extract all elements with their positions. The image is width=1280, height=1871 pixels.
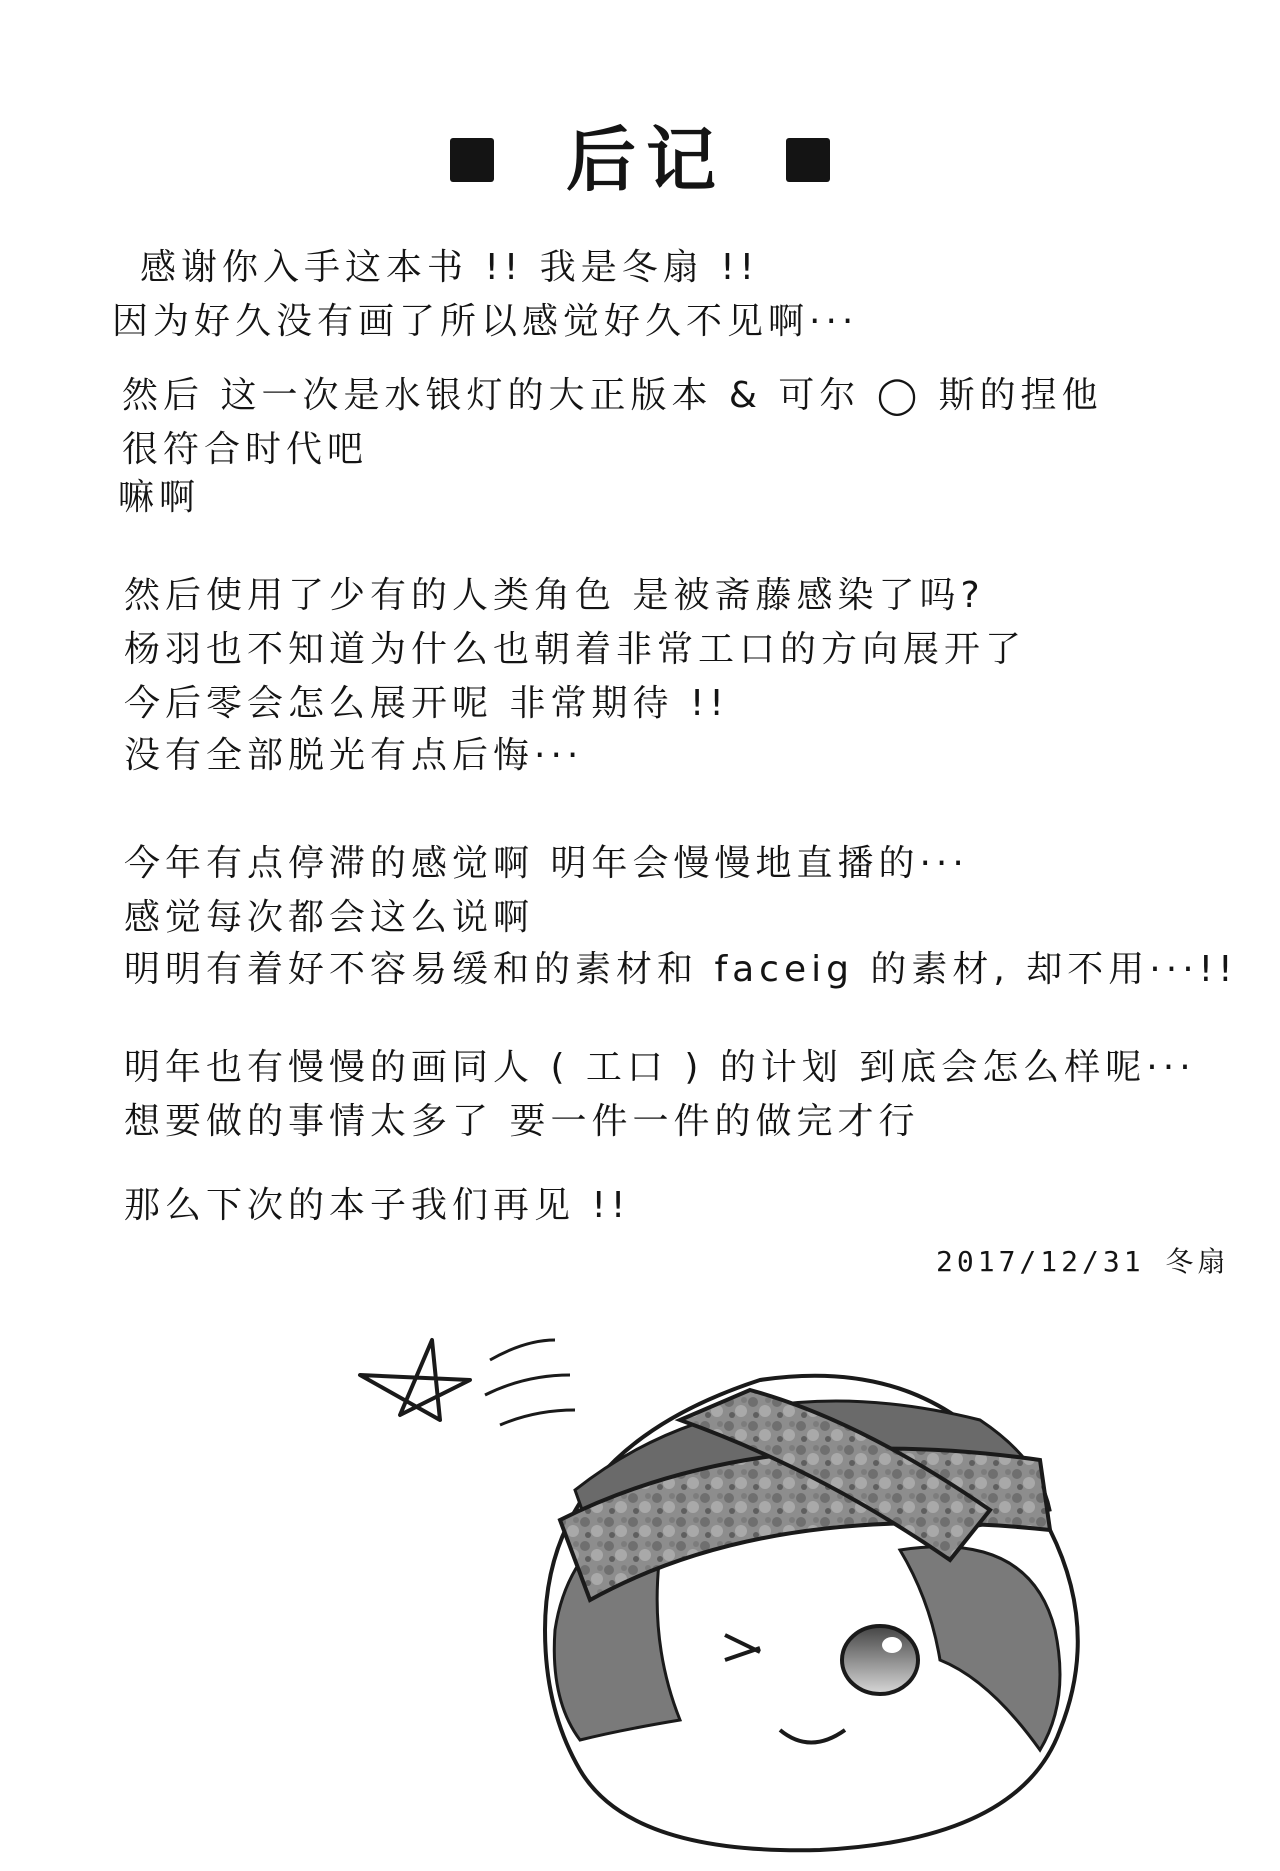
motion-line: [490, 1340, 555, 1360]
right-square-bullet: [786, 138, 830, 182]
open-eye: [842, 1626, 918, 1694]
title-row: [0, 100, 1280, 220]
text-line: 嘛啊: [118, 477, 201, 518]
text-line: 想要做的事情太多了 要一件一件的做完才行: [124, 1101, 920, 1142]
text-line: 那么下次的本子我们再见 !!: [124, 1185, 631, 1226]
text-line: 今后零会怎么展开呢 非常期待 !!: [124, 683, 729, 724]
motion-line: [485, 1375, 570, 1395]
eye-highlight: [882, 1637, 902, 1653]
text-line: 很符合时代吧: [122, 429, 369, 470]
chibi-character-illustration: [340, 1300, 1160, 1860]
motion-line: [500, 1410, 575, 1425]
text-line: 明明有着好不容易缓和的素材和 faceig 的素材, 却不用···!!: [124, 949, 1238, 990]
text-line: 感谢你入手这本书 !! 我是冬扇 !!: [140, 247, 760, 288]
page-title: 后记: [566, 119, 726, 201]
star-doodle-icon: [360, 1340, 470, 1420]
text-line: 杨羽也不知道为什么也朝着非常工口的方向展开了: [124, 629, 1027, 670]
text-line: 然后 这一次是水银灯的大正版本 & 可尔 ◯ 斯的捏他: [122, 375, 1103, 416]
signature-date: 2017/12/31 冬扇: [936, 1245, 1230, 1278]
text-line: 然后使用了少有的人类角色 是被斋藤感染了吗?: [124, 575, 985, 616]
text-line: 明年也有慢慢的画同人 ( 工口 ) 的计划 到底会怎么样呢···: [124, 1047, 1196, 1088]
text-line: 今年有点停滞的感觉啊 明年会慢慢地直播的···: [124, 843, 969, 884]
text-line: 因为好久没有画了所以感觉好久不见啊···: [112, 301, 859, 342]
left-square-bullet: [450, 138, 494, 182]
text-line: 没有全部脱光有点后悔···: [124, 735, 584, 776]
text-line: 感觉每次都会这么说啊: [124, 897, 535, 938]
